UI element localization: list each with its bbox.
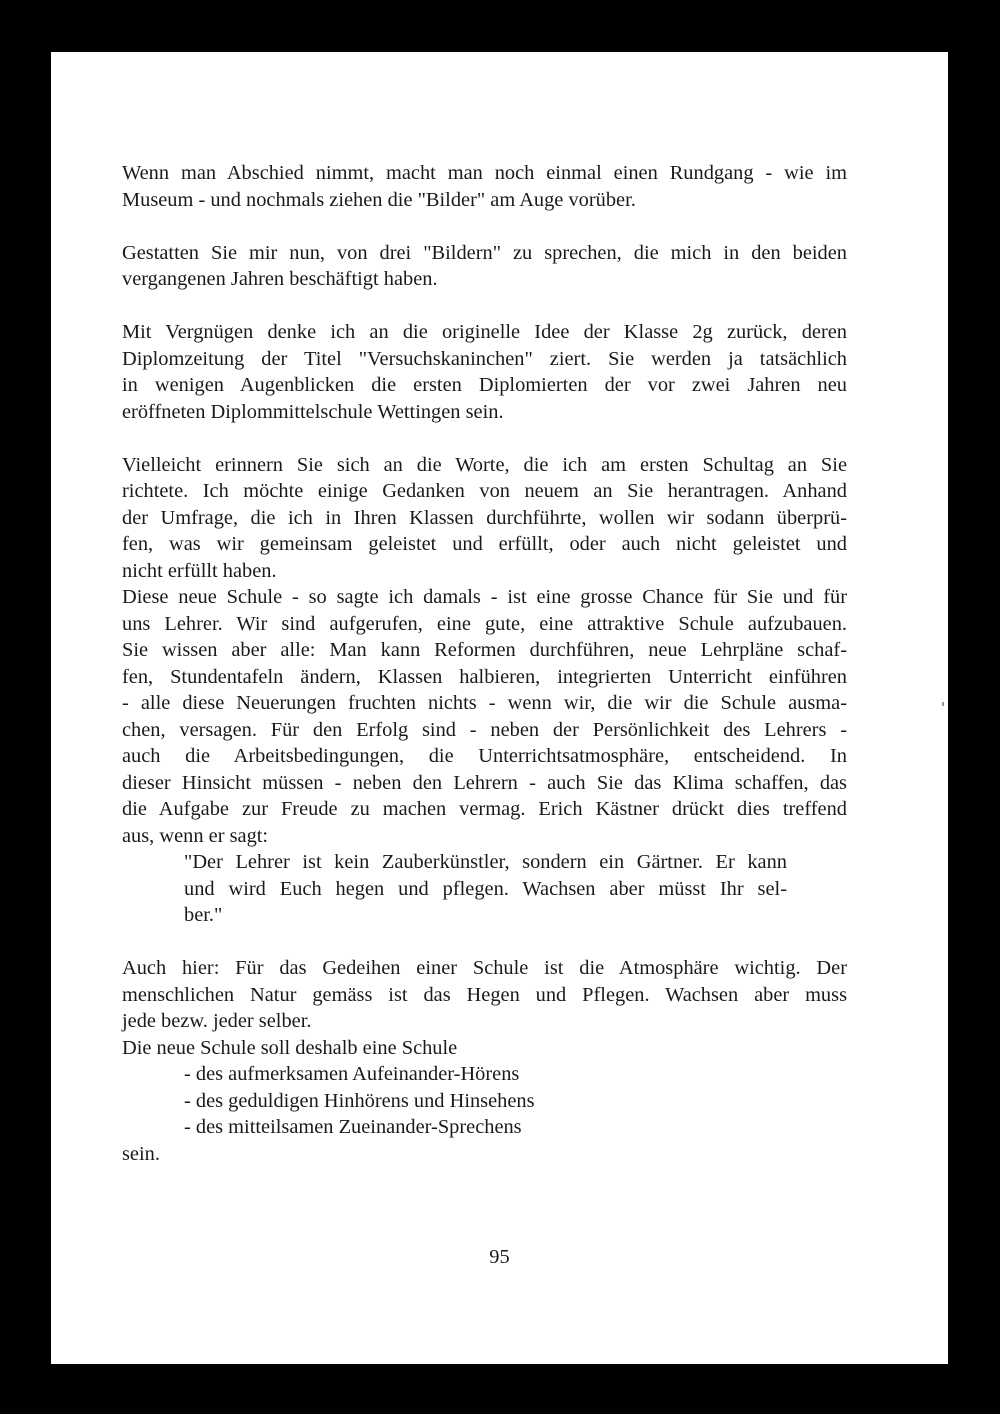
text-line: fen, Stundentafeln ändern, Klassen halbieren, integrierten Unterricht einführen: [122, 665, 847, 688]
text-line: Auch hier: Für das Gedeihen einer Schule ist die Atmosphäre wichtig. Der: [122, 957, 847, 979]
text-line: in wenigen Augenblicken die ersten Diplomierten der vor zwei Jahren neu: [122, 374, 847, 396]
text-line: Museum - und nochmals ziehen die "Bilder" am Auge vorüber.: [122, 188, 636, 211]
text-line: aus, wenn er sagt:: [122, 824, 269, 847]
paragraph-guinea-pigs: [122, 319, 847, 425]
kaestner-quote: [184, 849, 787, 929]
list-item: - des aufmerksamen Aufeinander-Hörens: [184, 1063, 520, 1085]
list-item: - des mitteilsamen Zueinander-Sprechens: [184, 1116, 522, 1138]
paragraph-three-pictures: [122, 240, 847, 293]
text-line: fen, was wir gemeinsam geleistet und erfüllt, oder auch nicht geleistet und: [122, 533, 847, 555]
text-line: die Aufgabe zur Freude zu machen vermag. Erich Kästner drückt dies treffend: [122, 798, 847, 820]
page-body: [122, 160, 847, 1167]
text-line: richtete. Ich möchte einige Gedanken von neuem an Sie herantragen. Anhand: [122, 480, 847, 502]
quote-line: und wird Euch hegen und pflegen. Wachsen aber müsst Ihr sel-: [184, 877, 787, 900]
text-line: Die neue Schule soll deshalb eine Schule: [122, 1036, 458, 1059]
text-line: - alle diese Neuerungen fruchten nichts - wenn wir, die wir die Schule ausma-: [122, 692, 847, 714]
text-line: Sie wissen aber alle: Man kann Reformen durchführen, neue Lehrpläne schaf-: [122, 639, 847, 661]
list-item: - des geduldigen Hinhörens und Hinsehens: [184, 1089, 535, 1112]
text-line: Diplomzeitung der Titel "Versuchskaninchen" ziert. Sie werden ja tatsächlich: [122, 347, 847, 370]
paragraph-conclusion-end: [122, 1141, 847, 1168]
text-line: Mit Vergnügen denke ich an die originelle Idee der Klasse 2g zurück, deren: [122, 321, 847, 343]
text-line: Diese neue Schule - so sagte ich damals - ist eine grosse Chance für Sie und für: [122, 586, 847, 608]
text-line: nicht erfüllt haben.: [122, 559, 277, 582]
page-number: 95: [489, 1246, 510, 1268]
text-line: vergangenen Jahren beschäftigt haben.: [122, 268, 438, 290]
school-qualities-list: [184, 1061, 847, 1141]
text-line: auch die Arbeitsbedingungen, die Unterrichtsatmosphäre, entscheidend. In: [122, 745, 847, 767]
text-line: Gestatten Sie mir nun, von drei "Bildern" zu sprechen, die mich in den beiden: [122, 241, 847, 264]
paragraph-new-school: [122, 584, 847, 849]
text-line: der Umfrage, die ich in Ihren Klassen durchführte, wollen wir sodann überprü-: [122, 506, 847, 529]
text-line: jede bezw. jeder selber.: [122, 1010, 312, 1032]
text-line: eröffneten Diplommittelschule Wettingen sein.: [122, 400, 504, 423]
text-line: chen, versagen. Für den Erfolg sind - neben der Persönlichkeit des Lehrers -: [122, 718, 847, 741]
text-line: menschlichen Natur gemäss ist das Hegen und Pflegen. Wachsen aber muss: [122, 983, 847, 1006]
text-line: Wenn man Abschied nimmt, macht man noch einmal einen Rundgang - wie im: [122, 162, 847, 184]
text-line: dieser Hinsicht müssen - neben den Lehrern - auch Sie das Klima schaffen, das: [122, 771, 847, 794]
document-page: [51, 52, 948, 1364]
quote-line: ber.": [184, 904, 223, 926]
paragraph-conclusion-intro: [122, 1035, 847, 1062]
paragraph-atmosphere: [122, 955, 847, 1035]
paragraph-farewell: [122, 160, 847, 213]
paragraph-first-day: [122, 452, 847, 585]
text-line: sein.: [122, 1142, 160, 1165]
quote-line: "Der Lehrer ist kein Zauberkünstler, sondern ein Gärtner. Er kann: [184, 851, 787, 873]
text-line: uns Lehrer. Wir sind aufgerufen, eine gute, eine attraktive Schule aufzubauen.: [122, 612, 847, 635]
scan-speck: [942, 702, 944, 706]
text-line: Vielleicht erinnern Sie sich an die Worte, die ich am ersten Schultag an Sie: [122, 453, 847, 476]
